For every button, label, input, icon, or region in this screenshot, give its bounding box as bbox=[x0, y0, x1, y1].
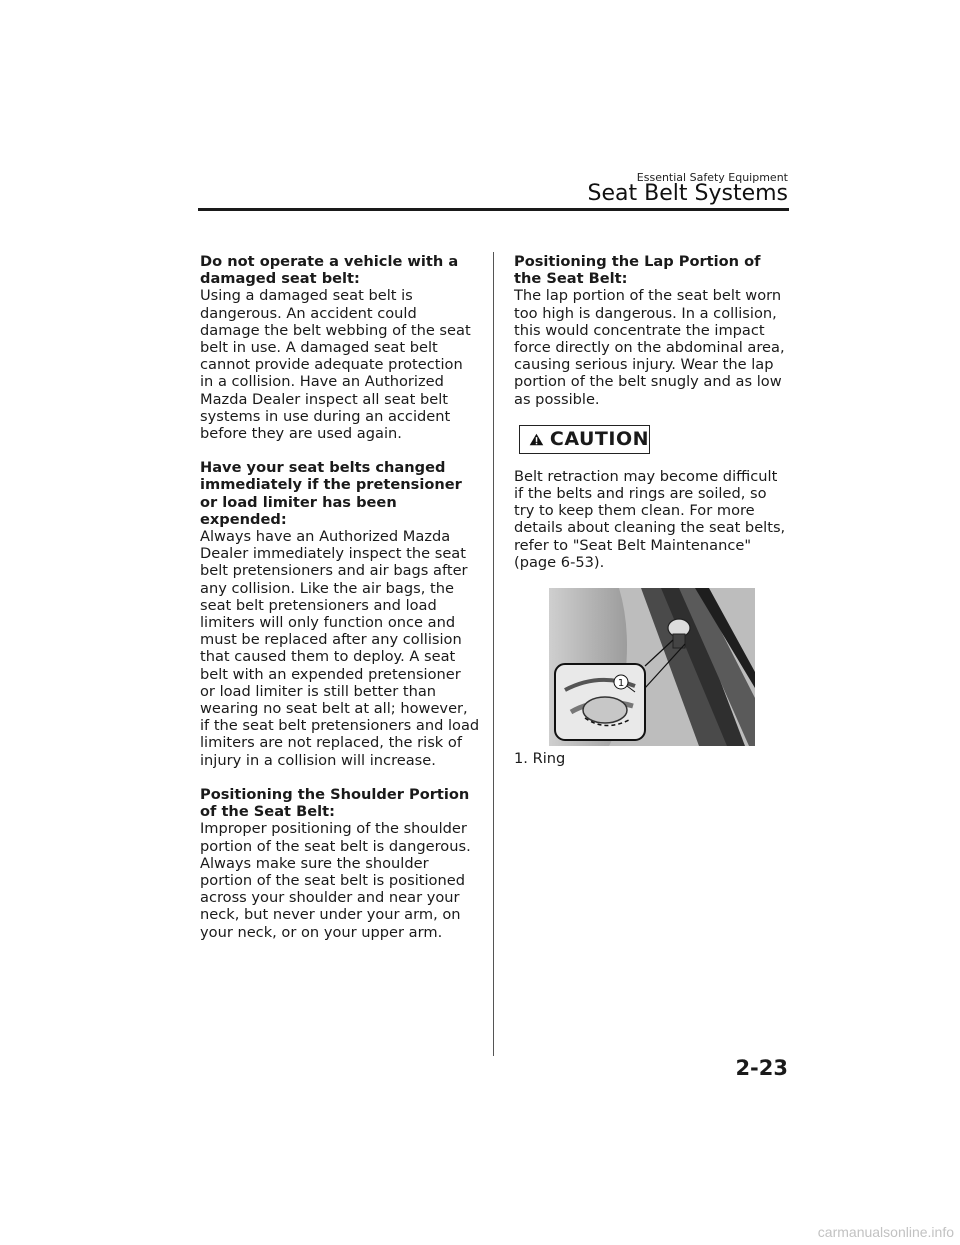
warning-block-pretensioner bbox=[200, 459, 480, 769]
page-number: 2-23 bbox=[735, 1056, 788, 1080]
block-body: The lap portion of the seat belt worn too high is dangerous. In a collision, this would concentrate the impact force directly on the abdominal area, causing serious injury. Wear the lap portion of the belt snugly and as low as possible. bbox=[514, 287, 785, 408]
warning-triangle-icon bbox=[529, 430, 544, 449]
caution-label: CAUTION bbox=[549, 427, 649, 450]
column-divider bbox=[493, 252, 494, 1056]
seat-belt-ring-illustration bbox=[549, 588, 755, 746]
block-heading: Do not operate a vehicle with a damaged seat belt: bbox=[200, 253, 459, 288]
figure-caption: 1. Ring bbox=[514, 750, 566, 768]
block-body: Improper positioning of the shoulder portion of the seat belt is dangerous. Always make sure the shoulder portion of the seat belt is positioned across your shoulder and near your neck, but never under your arm, on your neck, or on your upper arm. bbox=[200, 820, 471, 941]
block-body: Using a damaged seat belt is dangerous. An accident could damage the belt webbing of the seat belt in use. A damaged seat belt cannot provide adequate protection in a collision. Have an Authorized Mazda Dealer inspect all seat belt systems in use during an accident before they are used again. bbox=[200, 287, 471, 443]
block-heading: Positioning the Lap Portion of the Seat Belt: bbox=[514, 253, 761, 288]
warning-block-damaged-belt bbox=[200, 253, 480, 442]
block-heading: Positioning the Shoulder Portion of the Seat Belt: bbox=[200, 785, 470, 821]
left-column bbox=[200, 253, 480, 958]
block-body: Always have an Authorized Mazda Dealer immediately inspect the seat belt pretensioners and air bags after any collision. Like the air bags, the seat belt pretensioners and load limiters will only function once and must be replaced after any collision that caused them to deploy. A seat belt with an expended pretensioner or load limiter is still better than wearing no seat belt at all; however, if the seat belt pretensioners and load limiters are not replaced, the risk of injury in a collision will increase. bbox=[200, 528, 480, 769]
warning-block-lap-portion bbox=[514, 253, 790, 408]
warning-block-shoulder-portion bbox=[200, 786, 480, 941]
right-column bbox=[514, 253, 790, 767]
block-heading: Have your seat belts changed immediately if the pretensioner or load limiter has been expended: bbox=[200, 459, 462, 528]
header-rule bbox=[198, 208, 789, 211]
figure-callout: 1 bbox=[617, 678, 625, 690]
caution-badge bbox=[519, 425, 650, 454]
watermark: carmanualsonline.info bbox=[817, 1224, 954, 1240]
page-title: Seat Belt Systems bbox=[587, 181, 788, 206]
caution-text: Belt retraction may become difficult if the belts and rings are soiled, so try to keep them clean. For more details about cleaning the seat belts, refer to "Seat Belt Maintenance" (page 6-53). bbox=[514, 467, 786, 571]
header-section-label: Essential Safety Equipment bbox=[636, 171, 788, 184]
